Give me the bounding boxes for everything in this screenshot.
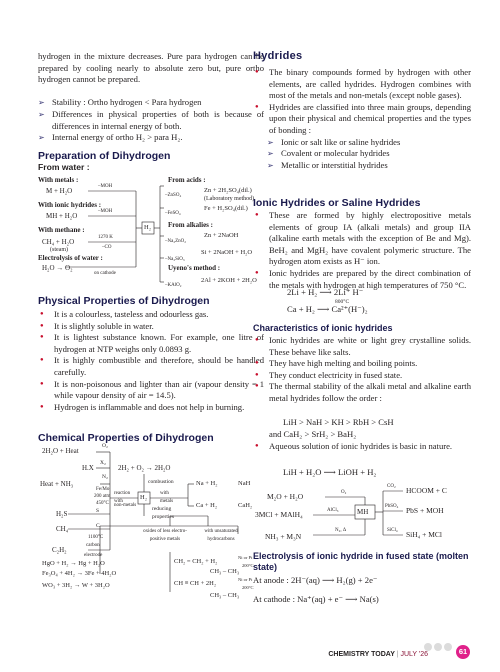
- issue-label: JULY '26: [400, 651, 428, 658]
- hcoom: HCOOM + C: [406, 486, 447, 495]
- temp-450: 450°C: [96, 501, 109, 506]
- fe3o4-eq: Fe₃O₄ + 4H₂ → 3Fe + 4H₂O: [42, 570, 117, 577]
- unsat-label: with unsaturated hydrocarbons: [204, 529, 238, 542]
- pbso4-label: PbSO₄: [385, 504, 399, 509]
- cathode-eq: At cathode : Na⁺(aq) + e⁻ ⟶ Na(s): [253, 594, 379, 604]
- m2o-h2o: M₂O + H₂O: [267, 492, 304, 501]
- ni-label: Ni or Pt: [238, 555, 253, 560]
- nonmetals-label: non-metals: [114, 503, 137, 508]
- electrolysis-heading: Electrolysis of ionic hydride in fused state (molten state): [253, 551, 469, 572]
- t200-label: 200°C: [242, 563, 254, 568]
- nah: NaH: [238, 480, 251, 487]
- hgo-eq: HgO + H₂ → Hg + H₂O: [42, 560, 105, 567]
- al-koh: 2Al + 2KOH + 2H₂O: [201, 277, 257, 284]
- ethane-2: CH₃ – CH₃: [210, 592, 240, 599]
- t200-label-2: 200°C: [242, 585, 254, 590]
- atm-label: 200 atm: [94, 494, 111, 499]
- physical-list: [38, 309, 264, 413]
- m-h2o: M + H₂O: [46, 187, 73, 195]
- sih4-mcl: SiH₄ + MCl: [406, 530, 443, 539]
- from-acids-label: From acids :: [168, 176, 206, 184]
- dot: [434, 643, 442, 651]
- physical-heading: Physical Properties of Dihydrogen: [38, 295, 210, 307]
- ethane-1: CH₃ – CH₃: [210, 568, 240, 575]
- feso4-label: –FeSO₄: [165, 211, 181, 216]
- fe-acid: Fe + H₂SO₄(dil.): [204, 205, 248, 212]
- mh-h2o: MH + H₂O: [46, 212, 78, 220]
- reaction-label: reaction with: [114, 491, 131, 504]
- electrode-label: electrode: [84, 553, 103, 558]
- characteristics-list: [253, 335, 471, 405]
- ionic-p1: ● These are formed by highly electropositive metals elements of group IA (alkali metals) and group IIA (alkaline earth metals with the exception of Be and Mg). BeH₂ and MgH₂ have covalent polymeric structure. The hydrogen atom exists as H⁻ ion.: [253, 210, 471, 268]
- temp-1100: 1100°C: [88, 535, 104, 540]
- alcl3-label: AlCl₃: [327, 508, 339, 513]
- phys-item: ● It is lightest substance known. For example, one litre of hydrogen at NTP weighs only 0.0893 g.: [38, 332, 264, 355]
- pbs-moh: PbS + MOH: [406, 506, 444, 515]
- order-alkaline: and CaH₂ > SrH₂ > BaH₂: [269, 429, 357, 439]
- ch4-label: CH₄: [56, 525, 69, 533]
- co2-label: CO₂: [387, 484, 396, 489]
- hx-label: H.X: [82, 464, 94, 472]
- combustion-eq: 2H₂ + O₂ → 2H₂O: [118, 464, 171, 472]
- equation-ca: Ca + H₂ ⟶ Ca²⁺(H⁻)₂: [287, 304, 368, 314]
- h2-center-chem: H₂: [140, 494, 147, 501]
- equation-li: 2Li + H₂ ⟶ 2Li⁺ H⁻: [287, 287, 364, 297]
- heat-nh3: Heat + NH₃: [40, 480, 74, 488]
- electrolysis-label: Electrolysis of water :: [38, 254, 103, 262]
- footer-magazine: CHEMISTRY TODAY | JULY '26: [328, 651, 428, 658]
- combustion-label: combustion: [148, 479, 174, 485]
- mcl-malh4: 3MCl + MAlH₄: [255, 510, 303, 519]
- s-label: S: [96, 508, 100, 514]
- type-item: ➢ Covalent or molecular hydrides: [253, 148, 471, 160]
- ethene-eq: CH₂ = CH₂ + H₂: [174, 558, 218, 565]
- uyeno-label: Uyeno's method :: [168, 264, 221, 272]
- mh-center: MH: [357, 508, 369, 516]
- order-alkali: LiH > NaH > KH > RbH > CsH: [283, 417, 394, 427]
- na-h2: Na + H₂: [196, 480, 218, 487]
- zn-naoh: Zn + 2NaOH: [204, 232, 239, 239]
- char-item: ● The thermal stability of the alkali metal and alkaline earth metal hydrides follow the order :: [253, 381, 471, 404]
- o2-label: O₂: [102, 443, 108, 449]
- chemical-heading: Chemical Properties of Dihydrogen: [38, 432, 214, 444]
- h2o-o2: H₂O → O₂: [42, 264, 73, 272]
- ionic-list: [253, 210, 471, 291]
- nh3-m3n: NH₃ + M₃N: [265, 532, 302, 541]
- mh-diagram: [253, 483, 471, 545]
- with-metals-chem: with metals: [160, 491, 174, 504]
- differences-item: ➢ Differences in physical properties of both is because of differences in internal energy of both.: [38, 109, 264, 132]
- anode-eq: At anode : 2H⁻(aq) ⟶ H₂(g) + 2e⁻: [253, 575, 378, 585]
- preparation-heading: Preparation of Dihydrogen: [38, 150, 171, 162]
- equation-lih: LiH + H₂O ⟶ LiOH + H₂: [283, 467, 377, 477]
- znso4-label: –ZnSO₄: [165, 193, 182, 198]
- heat-eq: 2H₂O + Heat: [42, 447, 79, 455]
- stability-item: ➢ Stability : Ortho hydrogen < Para hydrogen: [38, 97, 264, 109]
- type-item: ➢ Ionic or salt like or saline hydrides: [253, 137, 471, 149]
- carbon-label: carbon: [86, 543, 100, 548]
- c2h2-label: C₂H₂: [52, 546, 67, 554]
- phys-item: ● It is non-poisonous and lighter than air (vapour density = 1 while vapour density of air = 14.5).: [38, 379, 264, 402]
- phys-item: ● It is slightly soluble in water.: [38, 321, 264, 333]
- phys-item: ● Hydrogen is inflammable and does not help in burning.: [38, 402, 264, 414]
- phys-item: ● It is highly combustible and therefore, should be handled carefully.: [38, 355, 264, 378]
- co-label: –CO: [102, 245, 112, 250]
- from-alkalies-label: From alkalies :: [168, 221, 213, 229]
- char-item: ● Ionic hydrides are white or light grey crystalline solids. These behave like salts.: [253, 335, 471, 358]
- moh-label: –MOH: [98, 184, 113, 189]
- magazine-name: CHEMISTRY TODAY: [328, 651, 395, 658]
- aqueous-item: ● Aqueous solution of ionic hydrides is basic in nature.: [253, 441, 471, 453]
- n2-label: N₂: [102, 474, 108, 480]
- cathode-label: on cathode: [94, 271, 116, 276]
- lab-method: (Laboratory method): [204, 196, 255, 202]
- cah2: CaH₂: [238, 502, 253, 509]
- with-ionic-label: With ionic hydrides :: [38, 201, 102, 209]
- ionic-p2: ● Ionic hydrides are prepared by the direct combination of the metals with hydrogen at high temperatures of 750 °C.: [253, 268, 471, 291]
- steam-label: (steam): [50, 247, 68, 253]
- hydrides-p2: ● Hydrides are classified into three main groups, depending upon their physical and chemical properties and the types of bonding :: [253, 102, 471, 137]
- fe-mo-label: Fe/Mo: [96, 487, 110, 492]
- internal-energy-item: ➢ Internal energy of ortho H₂ > para H₂.: [38, 132, 264, 144]
- characteristics-heading: Characteristics of ionic hydrides: [253, 323, 393, 333]
- dot: [424, 643, 432, 651]
- from-water-label: From water :: [38, 162, 90, 172]
- hydrides-p1: ● The binary compounds formed by hydrogen with other elements, are called hydrides. Hydrogen combines with most of the metals and non-metals (except noble gases).: [253, 67, 471, 102]
- wo3-eq: WO₃ + 3H₂ → W + 3H₂O: [42, 582, 110, 589]
- preparation-diagram: [38, 172, 264, 290]
- footer-dots: [422, 638, 452, 656]
- ca-h2: Ca + H₂: [196, 502, 218, 509]
- phys-item: ● It is a colourless, tasteless and odourless gas.: [38, 309, 264, 321]
- ethyne-eq: CH ≡ CH + 2H₂: [174, 580, 217, 587]
- ch4-h2o: CH₄ + H₂O: [42, 238, 75, 246]
- page-number: 61: [456, 645, 470, 659]
- hydrides-intro: [253, 67, 471, 171]
- o2-mh: O₂: [341, 490, 347, 495]
- with-metals-label: With metals :: [38, 176, 79, 184]
- dot: [444, 643, 452, 651]
- h2s-label: H₂S: [56, 510, 68, 518]
- intro-paragraph: hydrogen in the mixture decreases. Pure para hydrogen can be prepared by cooling nearly to absolute zero but, pure ortho hydrogen cannot be prepared.: [38, 51, 264, 85]
- eq2-temp: 800°C: [335, 299, 350, 305]
- na2sio3-label: –Na₂SiO₃: [165, 257, 185, 262]
- reducing-label: reducing properties: [152, 506, 174, 520]
- si-naoh: Si + 2NaOH + H₂O: [201, 249, 253, 256]
- char-item: ● They have high melting and boiling points.: [253, 358, 471, 370]
- moh-label-2: –MOH: [98, 209, 113, 214]
- chemical-diagram: [38, 444, 264, 604]
- hydrides-heading: Hydrides: [253, 50, 303, 62]
- zn-acid: Zn + 2H₂SO₄(dil.): [204, 187, 252, 194]
- oxides-label: oxides of less electro-positive metals: [143, 529, 187, 542]
- type-item: ➢ Metallic or interstitial hydrides: [253, 160, 471, 172]
- ionic-heading: Ionic Hydrides or Saline Hydrides: [253, 197, 421, 209]
- x2-label: X₂: [100, 460, 106, 466]
- sicl4-label: SiCl₄: [387, 528, 398, 533]
- h2-center: H₂: [144, 224, 151, 231]
- c-label: C: [96, 523, 100, 529]
- ni-label-2: Ni or Pt: [238, 577, 253, 582]
- na2zno2-label: –Na₂ZnO₂: [165, 239, 186, 244]
- temp-label: 1270 K: [98, 235, 113, 240]
- kalo2-label: –KAlO₂: [165, 283, 182, 288]
- with-methane-label: With methane :: [38, 226, 85, 234]
- char-item: ● They conduct electricity in fused state.: [253, 370, 471, 382]
- n2-delta: N₂, Δ: [335, 528, 347, 533]
